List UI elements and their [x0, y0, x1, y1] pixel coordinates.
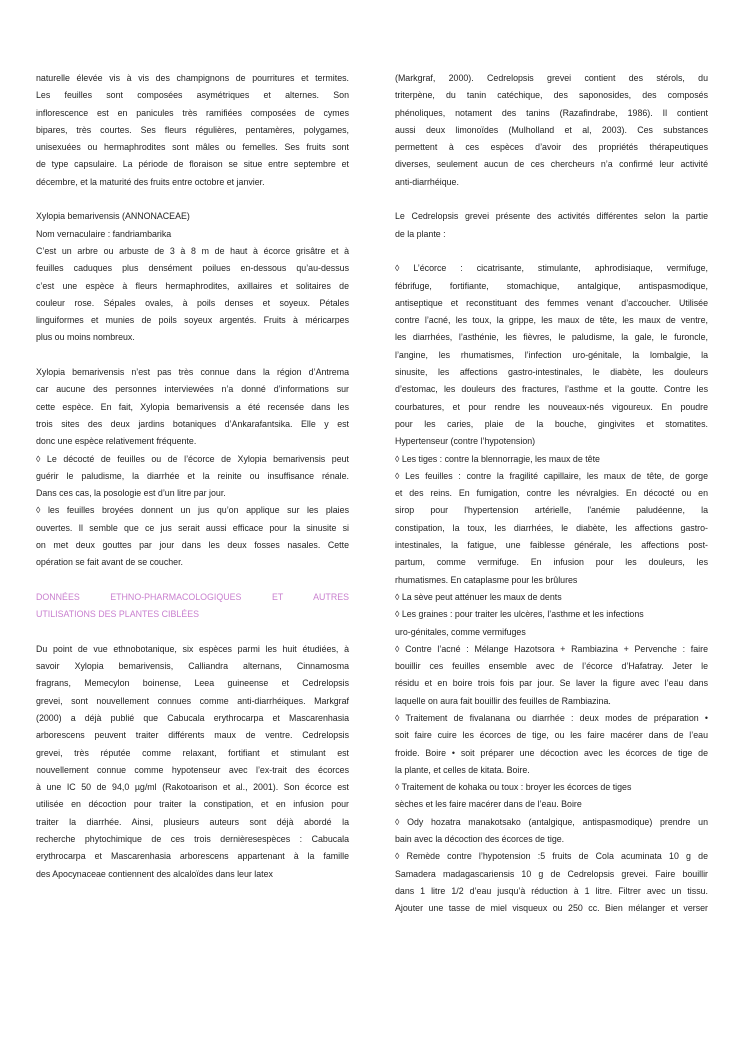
text-line: Xylopia bemarivensis n’est pas très connue dans la région d’Antrema	[36, 367, 349, 378]
text-line: d’estomac, les douleurs des fractures, l’asthme et la goutte. Contre les	[395, 384, 708, 395]
text-line: Dans ces cas, la posologie est d’un litre par jour.	[36, 488, 226, 499]
text-line: sirop pour l'hypertension artérielle, l'anémie paludéenne, la	[395, 505, 708, 516]
text-line: car aucune des personnes interviewées n’a donné d’informations sur	[36, 384, 349, 395]
text-line: ◊ Contre l’acné : Mélange Hazotsora + Rambiazina + Pervenche : faire	[395, 643, 708, 654]
right-column	[395, 70, 708, 918]
text-line: inflorescence est en panicules très ramifiées composées de cymes	[36, 107, 349, 118]
paragraph-xylopia-description	[36, 243, 349, 347]
paragraph-spacer	[36, 572, 349, 589]
text-line: erythrocarpa et Mascarenhasia arborescens appartenant à la famille	[36, 851, 349, 862]
section-heading	[36, 589, 349, 624]
text-line: ◊ les feuilles broyées donnent un jus qu’on applique sur les plaies	[36, 505, 349, 516]
text-line: couleur rose. Sépales ovales, à poils denses et soyeux. Pétales	[36, 297, 349, 308]
text-line: triterpène, du tanin catéchique, des saponosides, des composés	[395, 90, 708, 101]
text-line: résidu et en boire trois fois par jour. Se laver la figure avec l’eau dans	[395, 678, 708, 689]
text-line: naturelle élevée vis à vis des champignons de pourritures et termites.	[36, 73, 349, 83]
paragraph-spacer	[395, 191, 708, 208]
text-line: ◊ Les graines : pour traiter les ulcères, l’asthme et les infections	[395, 609, 644, 620]
text-line: sèches et les faire macérer dans de l’eau. Boire	[395, 799, 582, 810]
text-line: fébrifuge, fortifiante, stomachique, antalgique, antispasmodique,	[395, 280, 708, 291]
paragraph-chemistry	[395, 70, 708, 191]
vernacular-name: Nom vernaculaire : fandriambarika	[36, 228, 172, 239]
text-line: ◊ Traitement de fivalanana ou diarrhée : deux modes de préparation •	[395, 712, 708, 723]
text-line: soit faire cuire les écorces de tige, ou les faire macérer dans de l’eau	[395, 730, 708, 741]
text-line: l’angine, les rhumatismes, l’infection uro-génitale, la lombalgie, la	[395, 349, 708, 360]
text-line: la plante, et celles de kitata. Boire.	[395, 764, 530, 775]
text-line: Samadera madagascariensis 10 g de Cedrelopsis grevei. Faire bouillir	[395, 868, 708, 879]
left-column	[36, 70, 349, 883]
text-line: trois sites des deux jardins botaniques d’Ankarafantsika. Elle y est	[36, 418, 349, 429]
text-line: des Apocynaceae contiennent des alcaloïdes dans leur latex	[36, 868, 273, 879]
text-line: laquelle on aura fait bouillir des feuilles de Rambiazina.	[395, 695, 611, 706]
text-line: ◊ Traitement de kohaka ou toux : broyer les écorces de tiges	[395, 782, 632, 793]
text-line: ◊ Les tiges : contre la blennorragie, les maux de tête	[395, 453, 600, 464]
text-line: guérir le paludisme, la diarrhée et la reinite ou insuffisance rénale.	[36, 470, 349, 481]
text-line: opération se fait avant de se coucher.	[36, 557, 184, 568]
text-line: courbatures, et pour rendre les nouveaux-nés vigoureux. En poudre	[395, 401, 708, 412]
text-line: permettent à ces espèces d’avoir des propriétés thérapeutiques	[395, 142, 708, 153]
text-line: Du point de vue ethnobotanique, six espèces parmi les huit étudiées, à	[36, 643, 349, 654]
text-line: froide. Boire • soit préparer une décoction avec les écorces de tige de	[395, 747, 708, 758]
text-line: Le Cedrelopsis grevei présente des activités différentes selon la partie	[395, 211, 708, 222]
text-line: de la plante :	[395, 228, 446, 239]
text-line: ◊ Le décocté de feuilles ou de l’écorce de Xylopia bemarivensis peut	[36, 453, 349, 464]
text-line: linguiformes et munies de poils soyeux argentés. Fruits à méricarpes	[36, 315, 349, 326]
paragraph-spacer	[36, 191, 349, 208]
text-line: (Markgraf, 2000). Cedrelopsis grevei contient des stérols, du	[395, 73, 708, 83]
paragraph-spacer	[36, 347, 349, 364]
text-line: de type capsulaire. La période de floraison se situe entre septembre et	[36, 159, 349, 170]
text-line: et des reins. En fumigation, contre les névralgies. En décocté ou en	[395, 488, 708, 499]
text-line: décembre, et la maturité des fruits entre octobre et janvier.	[36, 176, 265, 187]
text-line: c’est une espèce à fleurs hermaphrodites, axillaires et solitaires de	[36, 280, 349, 291]
text-line: on met deux gouttes par jour dans les deux fosses nasales. Cette	[36, 540, 349, 551]
text-line: feuilles caduques plus densément poilues en-dessous qu’au-dessus	[36, 263, 349, 274]
text-line: Ajouter une tasse de miel visqueux ou 250 cc. Bien mélanger et verser	[395, 903, 708, 914]
text-line: ◊ Remède contre l’hypotension :5 fruits de Cola acuminata 10 g de	[395, 851, 708, 862]
text-line: fragrans, Memecylon boinense, Leea guineense et Cedrelopsis	[36, 678, 349, 689]
text-line: donc une espèce relativement fréquente.	[36, 436, 197, 447]
text-line: bouillir ces feuilles ensemble avec de l’écorce d’Hafatray. Jeter le	[395, 661, 708, 672]
text-line: constipation, la toux, les diarrhées, le diabète, les affections gastro-	[395, 522, 708, 533]
text-line: anti-diarrhéique.	[395, 176, 459, 187]
text-line: grevei, très réputée comme relaxant, fortifiant et stimulant est	[36, 747, 349, 758]
text-line: partum, comme vermifuge. En infusion pour les douleurs, les	[395, 557, 708, 568]
text-line: Hypertenseur (contre l’hypotension)	[395, 436, 536, 447]
text-line: sinusite, les affections gastro-intestinales, le diabète, les douleurs	[395, 367, 708, 378]
text-line: intestinales, la fatigue, une faiblesse générale, les affections post-	[395, 540, 708, 551]
text-line: antiseptique et reconstituant des femmes venant d’accoucher. Utilisée	[395, 297, 708, 308]
paragraph-ethnobotany	[36, 641, 349, 883]
paragraph-xylopia-uses	[36, 364, 349, 572]
paragraph-activities-intro	[395, 208, 708, 243]
paragraph-plant-parts	[395, 260, 708, 917]
text-line: plus ou moins nombreux.	[36, 332, 135, 343]
text-line: contre l’acné, les toux, la grippe, les maux de tête, les maux de ventre,	[395, 315, 708, 326]
heading-line: DONNÉES ETHNO-PHARMACOLOGIQUES ET AUTRES	[36, 591, 349, 602]
text-line: utilisée en décoction pour traiter la constipation, et en infusion pour	[36, 799, 349, 810]
text-line: les diarrhées, l’asthénie, les fièvres, le paludisme, la gale, le furoncle,	[395, 332, 708, 343]
text-line: ◊ La sève peut atténuer les maux de dents	[395, 591, 562, 602]
paragraph-description	[36, 70, 349, 191]
paragraph-spacer	[36, 624, 349, 641]
text-line: pour les caries, plaie de la bouche, gingivites et stomatites.	[395, 418, 708, 429]
text-line: grevei, sont nouvellement connues comme anti-diarrhéiques. Markgraf	[36, 695, 349, 706]
text-line: bipares, très courtes. Ses fleurs régulières, pentamères, polygames,	[36, 124, 349, 135]
text-line: à une IC 50 de 94,0 µg/ml (Rakotoarison et al., 2001). Son écorce est	[36, 782, 349, 793]
text-line: unisexuées ou hermaphrodites sont mâles ou femelles. Ses fruits sont	[36, 142, 349, 153]
text-line: arborescens peuvent traiter différents maux de ventre. Cedrelopsis	[36, 730, 349, 741]
text-line: ◊ Les feuilles : contre la fragilité capillaire, les maux de tête, de gorge	[395, 470, 708, 481]
text-line: ◊ Ody hozatra manakotsako (antalgique, antispasmodique) prendre un	[395, 816, 708, 827]
text-line: recherche phytochimique de ces trois dernièresespèces : Cabucala	[36, 834, 349, 845]
text-line: bain avec la décoction des écorces de tige.	[395, 834, 565, 845]
text-line: traiter la diarrhée. Ainsi, plusieurs auteurs sont déjà abordé la	[36, 816, 349, 827]
text-line: phénoliques, notament des tanins (Razafindrabe, 1986). Il contient	[395, 107, 708, 118]
paragraph-spacer	[395, 243, 708, 260]
text-line: Les feuilles sont composées asymétriques et alternes. Son	[36, 90, 349, 101]
text-line: ouvertes. Il semble que ce jus serait aussi efficace pour la sinusite si	[36, 522, 349, 533]
text-line: nouvellement connue comme hypotenseur avec l’ex-trait des écorces	[36, 764, 349, 775]
text-line: ◊ L’écorce : cicatrisante, stimulante, aphrodisiaque, vermifuge,	[395, 263, 708, 274]
text-line: dans 1 litre 1/2 d’eau jusqu’à réduction à 1 litre. Filtrer avec un tissu.	[395, 885, 708, 896]
heading-line: UTILISATIONS DES PLANTES CIBLÉES	[36, 609, 200, 620]
text-line: uro-génitales, comme vermifuges	[395, 626, 526, 637]
text-line: aussi deux limonoïdes (Mulholland et al, 2003). Ces substances	[395, 124, 708, 135]
text-line: rhumatismes. En cataplasme pour les brûlures	[395, 574, 578, 585]
text-line: savoir Xylopia bemarivensis, Calliandra alternans, Cinnamosma	[36, 661, 349, 672]
species-title: Xylopia bemarivensis (ANNONACEAE)	[36, 211, 190, 222]
text-line: C’est un arbre ou arbuste de 3 à 8 m de haut à écorce grisâtre et à	[36, 245, 349, 256]
text-line: (2000) a déjà publié que Cabucala erythrocarpa et Mascarenhasia	[36, 712, 349, 723]
text-line: cette espèce. En fait, Xylopia bemarivensis a été recensée dans les	[36, 401, 349, 412]
text-line: diverses, seulement aucun de ces chercheurs n’a confirmé leur activité	[395, 159, 708, 170]
